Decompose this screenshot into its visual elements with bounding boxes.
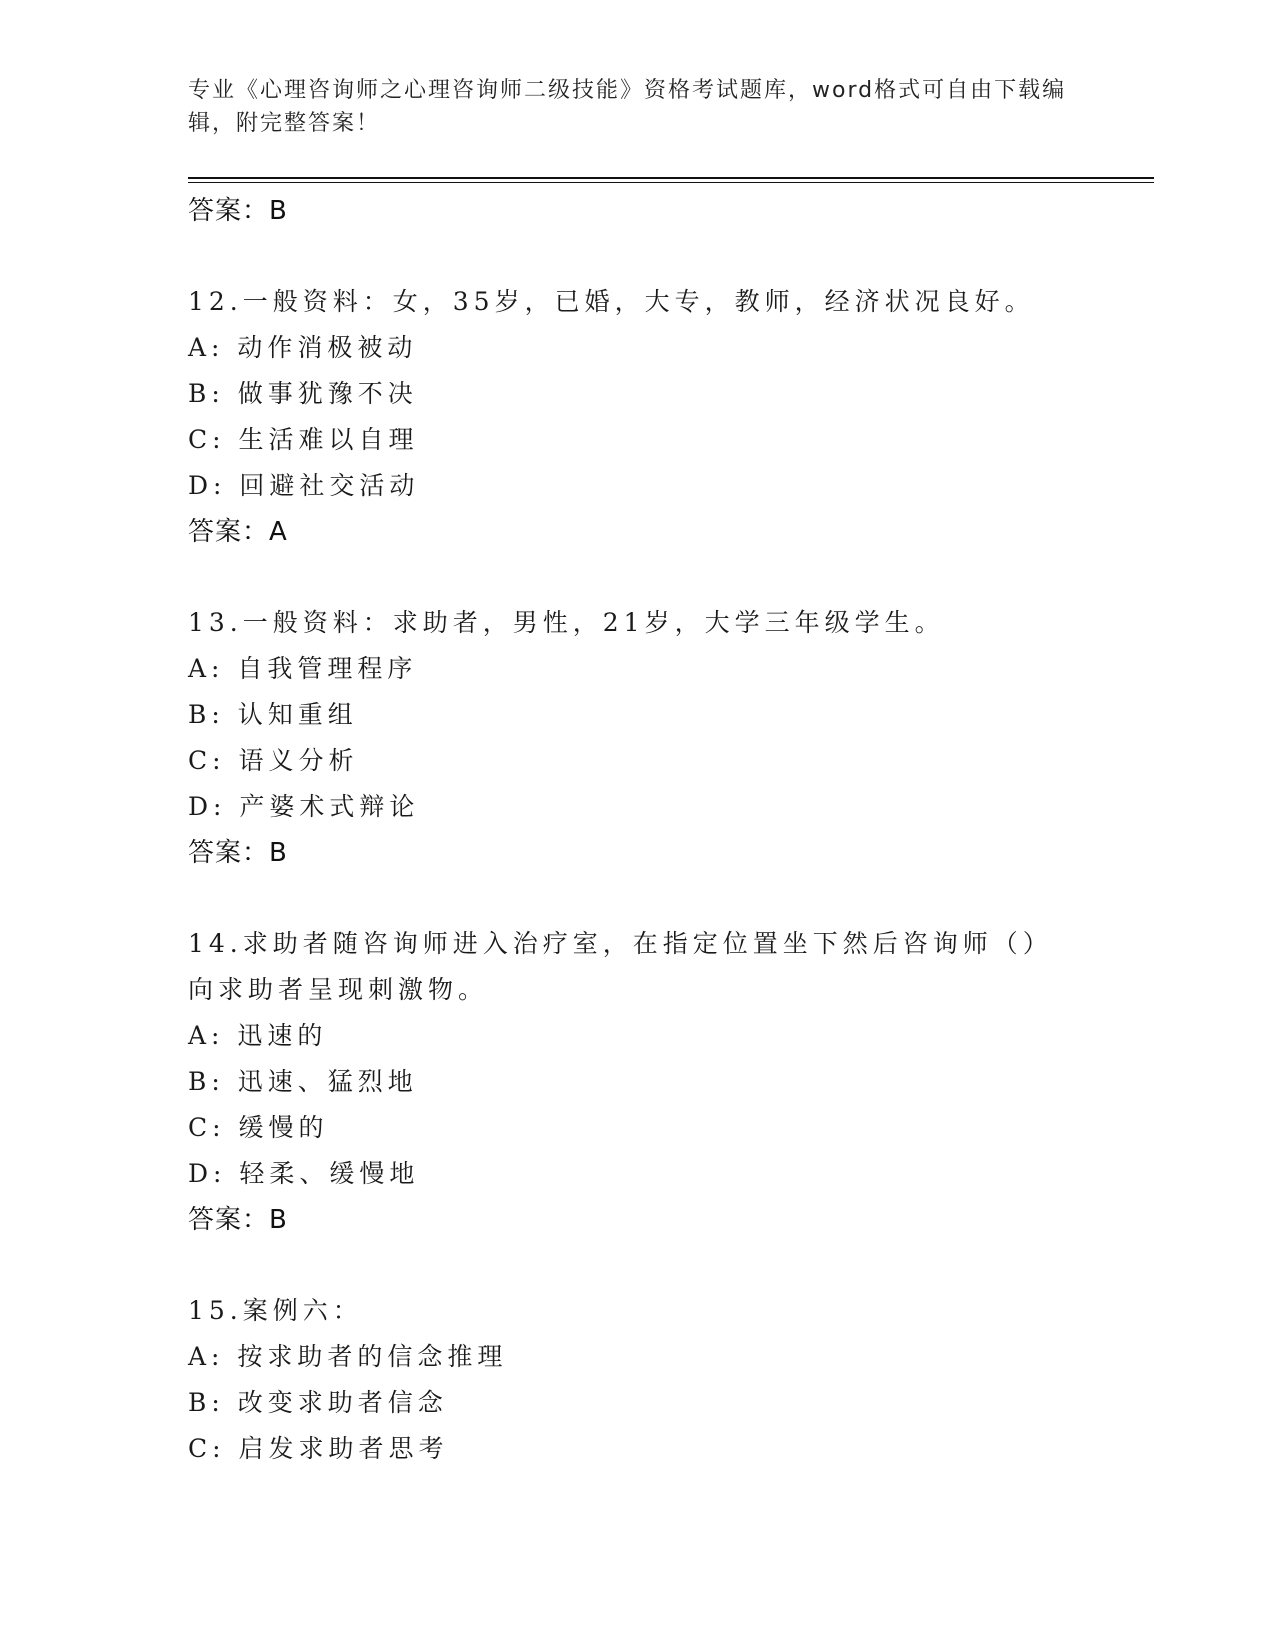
option-b: B: 认知重组 xyxy=(188,700,358,729)
option-d: D: 产婆术式辩论 xyxy=(188,792,420,821)
question-15 xyxy=(188,1288,1088,1472)
option-a: A: 按求助者的信念推理 xyxy=(188,1342,508,1371)
question-12 xyxy=(188,279,1088,555)
question-13 xyxy=(188,600,1088,876)
answer-line: 答案：B xyxy=(188,1205,288,1235)
option-a: A: 动作消极被动 xyxy=(188,333,418,362)
question-stem: 12.一般资料：女，35岁，已婚，大专，教师，经济状况良好。 xyxy=(188,287,1035,316)
question-14 xyxy=(188,921,1088,1243)
document-header: 专业《心理咨询师之心理咨询师二级技能》资格考试题库，word格式可自由下载编辑，附完整答案！ xyxy=(188,78,1067,136)
header-divider-thin xyxy=(188,182,1154,183)
answer-line: 答案：B xyxy=(188,838,288,868)
option-b: B: 迅速、猛烈地 xyxy=(188,1067,418,1096)
option-a: A: 迅速的 xyxy=(188,1021,328,1050)
option-d: D: 回避社交活动 xyxy=(188,471,420,500)
header-divider xyxy=(188,177,1154,179)
option-b: B: 改变求助者信念 xyxy=(188,1388,448,1417)
option-c: C: 启发求助者思考 xyxy=(188,1434,449,1463)
option-c: C: 语义分析 xyxy=(188,746,359,775)
question-stem: 15.案例六： xyxy=(188,1296,363,1325)
option-b: B: 做事犹豫不决 xyxy=(188,379,418,408)
question-stem: 13.一般资料：求助者，男性，21岁，大学三年级学生。 xyxy=(188,608,945,637)
answer-line: 答案：B xyxy=(188,196,288,226)
option-c: C: 缓慢的 xyxy=(188,1113,329,1142)
answer-line: 答案：A xyxy=(188,517,288,547)
option-a: A: 自我管理程序 xyxy=(188,654,418,683)
question-list xyxy=(188,188,1088,1472)
option-d: D: 轻柔、缓慢地 xyxy=(188,1159,420,1188)
question-stem: 14.求助者随咨询师进入治疗室，在指定位置坐下然后咨询师（）向求助者呈现刺激物。 xyxy=(188,929,1053,1004)
option-c: C: 生活难以自理 xyxy=(188,425,419,454)
